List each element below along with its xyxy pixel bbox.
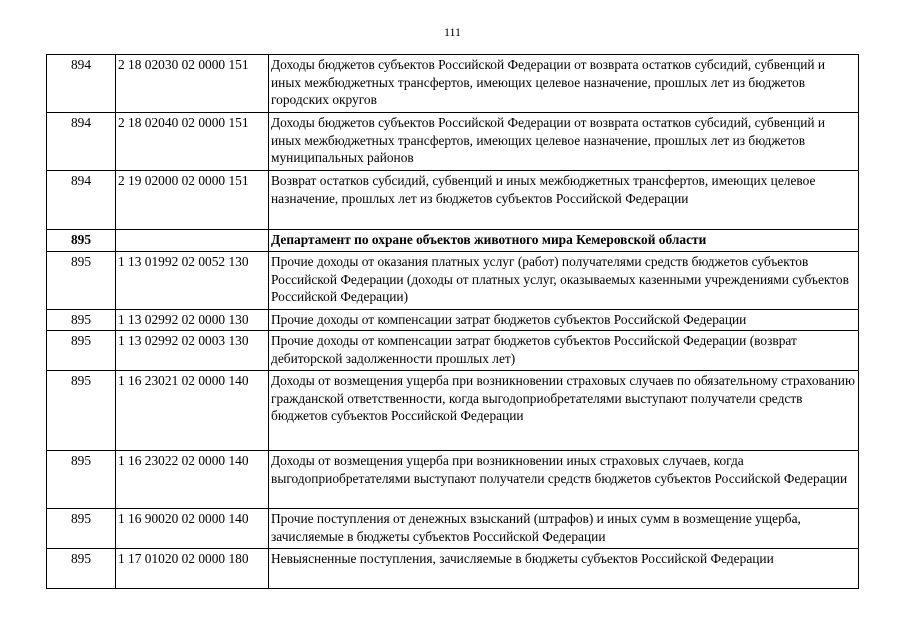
admin-code-cell: 894: [47, 55, 116, 113]
revenue-name-cell: Прочие доходы от оказания платных услуг (работ) получателями средств бюджетов субъектов Российской Федерации (доходы от платных услуг, оказываемых казенными учреждениями субъектов Российской Федерации): [269, 252, 859, 310]
budget-code-cell: 1 16 23021 02 0000 140: [116, 371, 269, 451]
revenue-name-cell: Прочие доходы от компенсации затрат бюджетов субъектов Российской Федерации (возврат дебиторской задолженности прошлых лет): [269, 331, 859, 371]
department-heading-row: [47, 230, 859, 252]
revenue-name-cell: Доходы бюджетов субъектов Российской Федерации от возврата остатков субсидий, субвенций и иных межбюджетных трансфертов, имеющих целевое назначение, прошлых лет из бюджетов городских округов: [269, 55, 859, 113]
revenue-name-cell: Доходы от возмещения ущерба при возникновении иных страховых случаев, когда выгодоприобретателями выступают получатели средств бюджетов субъектов Российской Федерации: [269, 451, 859, 509]
table-row: [47, 549, 859, 589]
revenue-name-cell: Доходы бюджетов субъектов Российской Федерации от возврата остатков субсидий, субвенций и иных межбюджетных трансфертов, имеющих целевое назначение, прошлых лет из бюджетов муниципальных районов: [269, 113, 859, 171]
admin-code-cell: 895: [47, 331, 116, 371]
admin-code-cell: 895: [47, 451, 116, 509]
admin-code-cell: 895: [47, 549, 116, 589]
table-row: [47, 451, 859, 509]
budget-code-cell: 2 18 02030 02 0000 151: [116, 55, 269, 113]
budget-code-cell: 1 17 01020 02 0000 180: [116, 549, 269, 589]
table-row: [47, 113, 859, 171]
budget-code-cell: 1 13 01992 02 0052 130: [116, 252, 269, 310]
budget-code-cell: 1 13 02992 02 0003 130: [116, 331, 269, 371]
table-row: [47, 331, 859, 371]
admin-code-cell: 895: [47, 252, 116, 310]
admin-code-cell: 895: [47, 509, 116, 549]
budget-code-cell: 1 13 02992 02 0000 130: [116, 310, 269, 331]
table-row: [47, 55, 859, 113]
table-row: [47, 509, 859, 549]
revenue-name-cell: Доходы от возмещения ущерба при возникновении страховых случаев по обязательному страхованию гражданской ответственности, когда выгодоприобретателями выступают получатели средств бюджетов субъектов Российской Федерации: [269, 371, 859, 451]
admin-code-cell: 894: [47, 171, 116, 230]
budget-code-cell: 1 16 90020 02 0000 140: [116, 509, 269, 549]
budget-classification-table: [46, 54, 859, 589]
budget-code-cell: 1 16 23022 02 0000 140: [116, 451, 269, 509]
revenue-name-cell: Прочие доходы от компенсации затрат бюджетов субъектов Российской Федерации: [269, 310, 859, 331]
revenue-name-cell: Невыясненные поступления, зачисляемые в бюджеты субъектов Российской Федерации: [269, 549, 859, 589]
table-row: [47, 171, 859, 230]
table-row: [47, 252, 859, 310]
table-row: [47, 310, 859, 331]
admin-code-cell: 895: [47, 230, 116, 252]
revenue-name-cell: Возврат остатков субсидий, субвенций и иных межбюджетных трансфертов, имеющих целевое назначение, прошлых лет из бюджетов субъектов Российской Федерации: [269, 171, 859, 230]
budget-code-cell: [116, 230, 269, 252]
page-number: 111: [443, 25, 462, 39]
department-name-cell: Департамент по охране объектов животного мира Кемеровской области: [269, 230, 859, 252]
admin-code-cell: 894: [47, 113, 116, 171]
table-row: [47, 371, 859, 451]
admin-code-cell: 895: [47, 371, 116, 451]
budget-code-cell: 2 19 02000 02 0000 151: [116, 171, 269, 230]
revenue-name-cell: Прочие поступления от денежных взысканий (штрафов) и иных сумм в возмещение ущерба, зачисляемые в бюджеты субъектов Российской Федерации: [269, 509, 859, 549]
budget-code-cell: 2 18 02040 02 0000 151: [116, 113, 269, 171]
admin-code-cell: 895: [47, 310, 116, 331]
